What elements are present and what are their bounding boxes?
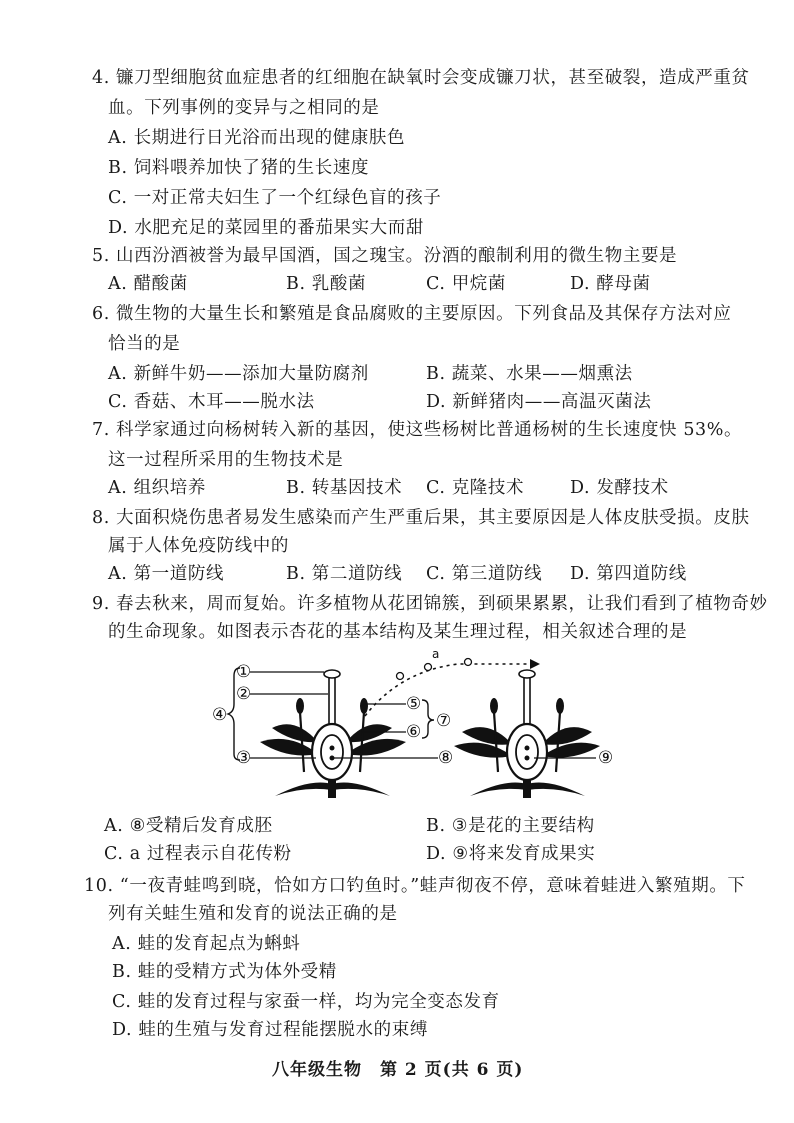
anther-right <box>556 698 564 714</box>
q9-option-c: C. a 过程表示自花传粉 <box>104 844 292 864</box>
page-footer: 八年级生物 第 2 页(共 6 页) <box>272 1060 524 1080</box>
apricot-flower-diagram <box>200 646 630 806</box>
egg-cell <box>330 746 335 751</box>
q9-option-b: B. ③是花的主要结构 <box>426 816 595 836</box>
q10-option-b: B. 蛙的受精方式为体外受精 <box>112 962 337 982</box>
q9-option-a: A. ⑧受精后发育成胚 <box>104 816 273 836</box>
label-1: ① <box>236 662 252 682</box>
q5-option-d: D. 酵母菌 <box>570 274 651 294</box>
q7-option-b: B. 转基因技术 <box>286 478 403 498</box>
q9-stem-line1: 9. 春去秋来，周而复始。许多植物从花团锦簇，到硕果累累，让我们看到了植物奇妙 <box>92 594 768 614</box>
q10-stem-line1: 10. “一夜青蛙鸣到晓，恰如方口钓鱼时。”蛙声彻夜不停，意味着蛙进入繁殖期。下 <box>84 876 746 896</box>
egg-cell <box>525 746 530 751</box>
petal-left <box>462 727 512 745</box>
right-flower <box>454 670 600 798</box>
q6-option-a: A. 新鲜牛奶——添加大量防腐剂 <box>108 364 369 384</box>
q10-option-d: D. 蛙的生殖与发育过程能摆脱水的束缚 <box>112 1020 428 1040</box>
q6-option-d: D. 新鲜猪肉——高温灭菌法 <box>426 392 652 412</box>
q4-option-c: C. 一对正常夫妇生了一个红绿色盲的孩子 <box>108 188 442 208</box>
label-a: a <box>432 647 440 661</box>
q5-option-b: B. 乳酸菌 <box>286 274 367 294</box>
q10-option-a: A. 蛙的发育起点为蝌蚪 <box>112 934 301 954</box>
q6-stem-line2: 恰当的是 <box>108 334 181 354</box>
pollen-grain <box>425 664 432 671</box>
q4-option-d: D. 水肥充足的菜园里的番茄果实大而甜 <box>108 218 424 238</box>
pollination-arrowhead <box>530 659 540 669</box>
pollen-grain <box>397 673 404 680</box>
label-8: ⑧ <box>438 748 454 768</box>
stigma <box>324 670 340 678</box>
q6-option-b: B. 蔬菜、水果——烟熏法 <box>426 364 633 384</box>
q5-stem-line1: 5. 山西汾酒被誉为最早国酒，国之瑰宝。汾酒的酿制利用的微生物主要是 <box>92 246 678 266</box>
label-3: ③ <box>236 748 252 768</box>
filament-left <box>300 712 304 772</box>
q4-option-a: A. 长期进行日光浴而出现的健康肤色 <box>108 128 406 148</box>
ovule <box>321 735 343 769</box>
polar-nucleus <box>330 756 335 761</box>
q6-option-c: C. 香菇、木耳——脱水法 <box>108 392 315 412</box>
q4-stem-line2: 血。下列事例的变异与之相同的是 <box>108 98 380 118</box>
stigma <box>519 670 535 678</box>
anther-left <box>296 698 304 714</box>
label-2: ② <box>236 684 252 704</box>
q5-option-c: C. 甲烷菌 <box>426 274 506 294</box>
q7-option-d: D. 发酵技术 <box>570 478 669 498</box>
q9-stem-line2: 的生命现象。如图表示杏花的基本结构及某生理过程，相关叙述合理的是 <box>108 622 688 642</box>
left-flower <box>260 670 406 798</box>
filament-right <box>360 712 364 772</box>
q7-stem-line1: 7. 科学家通过向杨树转入新的基因，使这些杨树比普通杨树的生长速度快 53%。 <box>92 420 743 440</box>
q8-option-a: A. 第一道防线 <box>108 564 225 584</box>
label-4: ④ <box>212 705 228 725</box>
q8-stem-line1: 8. 大面积烧伤患者易发生感染而产生严重后果，其主要原因是人体皮肤受损。皮肤 <box>92 508 750 528</box>
label-6: ⑥ <box>406 722 422 742</box>
q8-stem-line2: 属于人体免疫防线中的 <box>108 536 289 556</box>
anther-left <box>490 698 498 714</box>
q10-option-c: C. 蛙的发育过程与家蚕一样，均为完全变态发育 <box>112 992 500 1012</box>
bracket-7 <box>422 700 434 738</box>
q7-option-c: C. 克隆技术 <box>426 478 525 498</box>
pollination-path <box>365 664 530 716</box>
petal-right <box>542 727 592 745</box>
q8-option-d: D. 第四道防线 <box>570 564 687 584</box>
label-7: ⑦ <box>436 711 452 731</box>
label-5: ⑤ <box>406 694 422 714</box>
anther-right <box>360 698 368 714</box>
petal-right-lower <box>542 743 600 758</box>
pollen-grain <box>465 659 472 666</box>
polar-nucleus <box>525 756 530 761</box>
q7-stem-line2: 这一过程所采用的生物技术是 <box>108 450 344 470</box>
q6-stem-line1: 6. 微生物的大量生长和繁殖是食品腐败的主要原因。下列食品及其保存方法对应 <box>92 304 732 324</box>
q7-option-a: A. 组织培养 <box>108 478 206 498</box>
q8-option-c: C. 第三道防线 <box>426 564 543 584</box>
q8-option-b: B. 第二道防线 <box>286 564 403 584</box>
q9-option-d: D. ⑨将来发育成果实 <box>426 844 596 864</box>
q5-option-a: A. 醋酸菌 <box>108 274 188 294</box>
label-9: ⑨ <box>598 748 614 768</box>
petal-left-lower <box>454 743 512 758</box>
q4-stem-line1: 4. 镰刀型细胞贫血症患者的红细胞在缺氧时会变成镰刀状，甚至破裂，造成严重贫 <box>92 68 750 88</box>
ovule <box>516 735 538 769</box>
q10-stem-line2: 列有关蛙生殖和发育的说法正确的是 <box>108 904 398 924</box>
q4-option-b: B. 饲料喂养加快了猪的生长速度 <box>108 158 370 178</box>
